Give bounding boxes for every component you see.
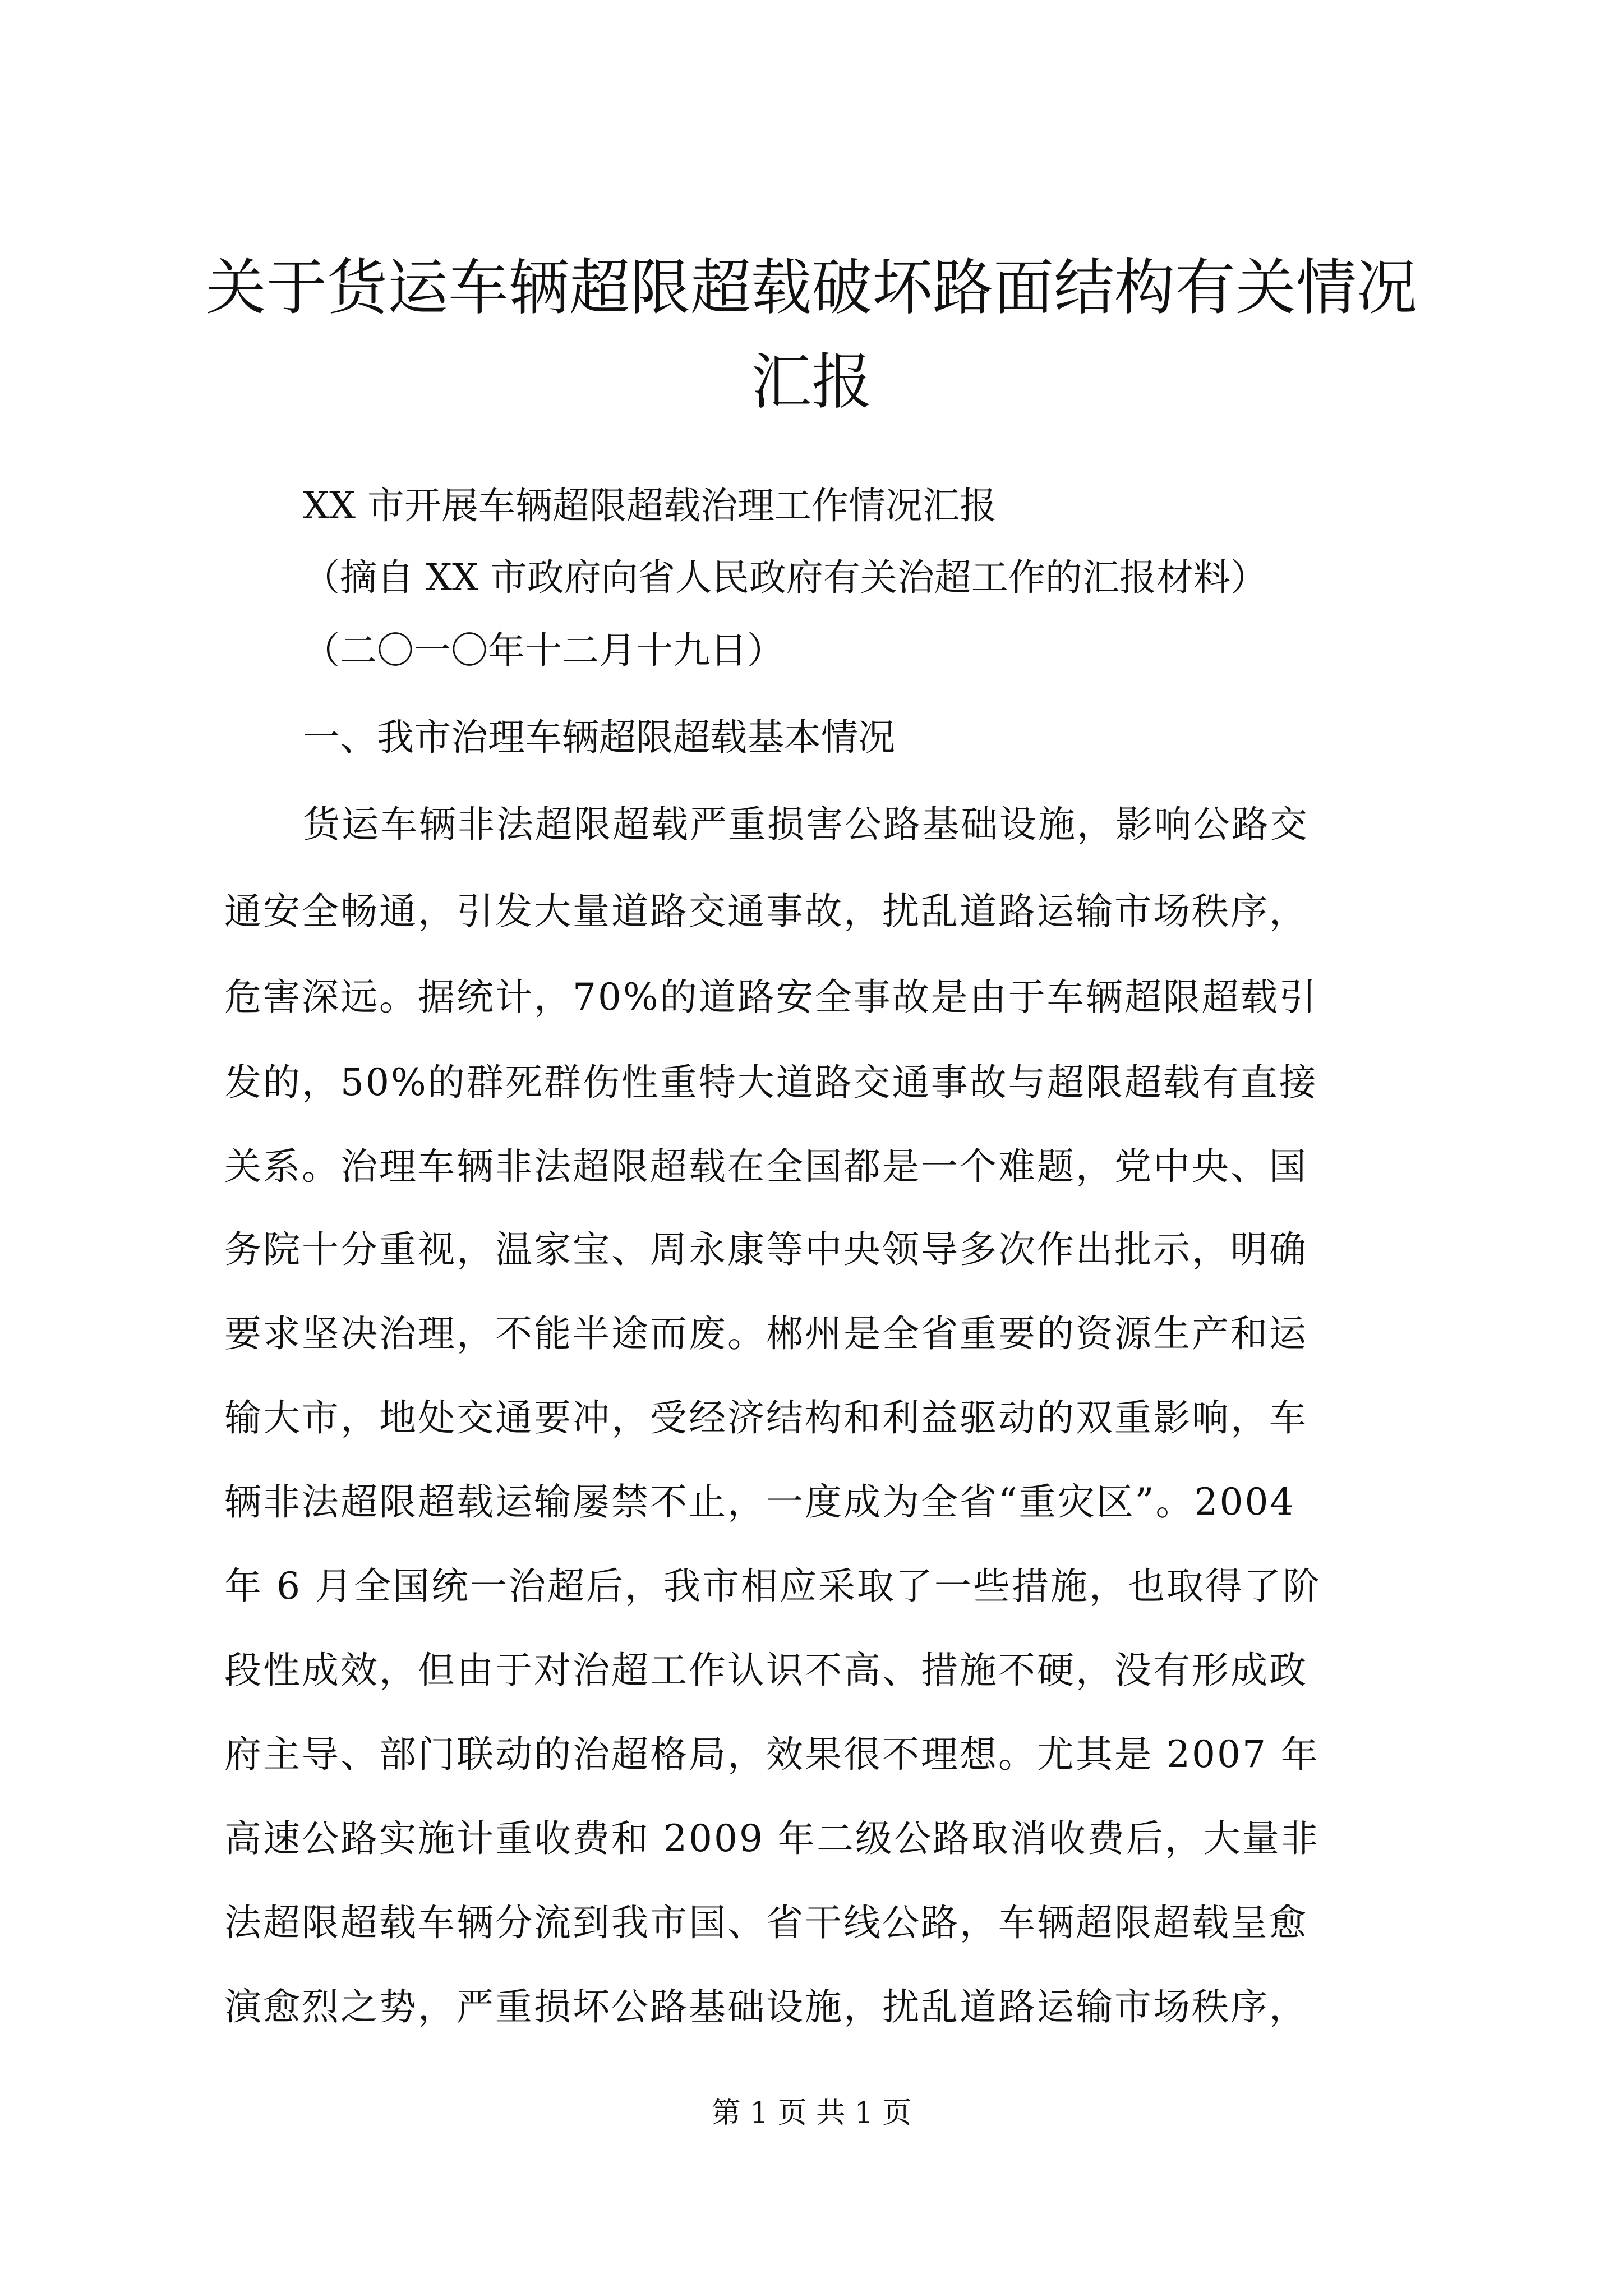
paragraph-line: 发的，50%的群死群伤性重特大道路交通事故与超限超载有直接 [224,1061,1318,1104]
paragraph-line: 货运车辆非法超限超载严重损害公路基础设施，影响公路交 [303,803,1309,846]
paragraph-line: 府主导、部门联动的治超格局，效果很不理想。尤其是 2007 年 [224,1733,1320,1776]
paragraph-line: 高速公路实施计重收费和 2009 年二级公路取消收费后，大量非 [224,1817,1320,1860]
paragraph-line: 段性成效，但由于对治超工作认识不高、措施不硬，没有形成政 [224,1649,1308,1692]
section-heading: 一、我市治理车辆超限超载基本情况 [303,716,895,759]
paragraph-line: 演愈烈之势，严重损坏公路基础设施，扰乱道路运输市场秩序， [224,1985,1308,2028]
paragraph-line: 法超限超载车辆分流到我市国、省干线公路，车辆超限超载呈愈 [224,1901,1308,1944]
paragraph-line: 危害深远。据统计，70%的道路安全事故是由于车辆超限超载引 [224,976,1318,1019]
paragraph-line: 要求坚决治理，不能半途而废。郴州是全省重要的资源生产和运 [224,1312,1308,1355]
paragraph-line: 务院十分重视，温家宝、周永康等中央领导多次作出批示，明确 [224,1228,1308,1271]
paragraph-line: 关系。治理车辆非法超限超载在全国都是一个难题，党中央、国 [224,1145,1308,1188]
source-note: （摘自 XX 市政府向省人民政府有关治超工作的汇报材料） [303,556,1267,599]
paragraph-line: 辆非法超限超载运输屡禁不止，一度成为全省“重灾区”。2004 [224,1480,1295,1524]
report-date: （二〇一〇年十二月十九日） [303,629,784,672]
paragraph-line: 通安全畅通，引发大量道路交通事故，扰乱道路运输市场秩序， [224,890,1308,933]
title-line-1: 关于货运车辆超限超载破坏路面结构有关情况 [205,253,1417,323]
document-title [135,241,1488,430]
title-line-2: 汇报 [750,347,872,417]
page-footer: 第 1 页 共 1 页 [711,2096,912,2130]
paragraph-line: 年 6 月全国统一治超后，我市相应采取了一些措施，也取得了阶 [224,1565,1321,1608]
subtitle: XX 市开展车辆超限超载治理工作情况汇报 [303,484,997,527]
paragraph-line: 输大市，地处交通要冲，受经济结构和利益驱动的双重影响，车 [224,1396,1308,1439]
